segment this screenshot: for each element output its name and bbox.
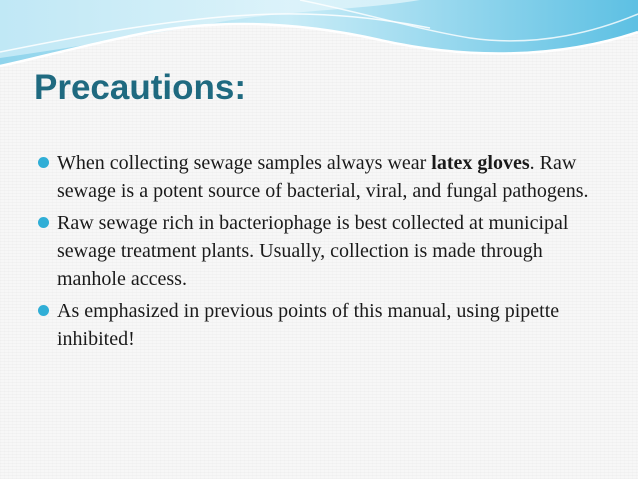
bullet-list xyxy=(36,149,596,357)
bullet-text: As emphasized in previous points of this manual, using pipette inhibited! xyxy=(57,300,560,350)
bullet-item-gloves xyxy=(36,149,596,205)
bullet-dot-icon xyxy=(38,157,49,168)
bullet-item-pipette xyxy=(36,297,596,353)
bullet-text-part: . Raw sewage is a potent source of bacterial, viral, and fungal pathogens. xyxy=(57,152,589,202)
bullet-emphasis: latex gloves xyxy=(431,152,530,174)
bullet-item-collection xyxy=(36,209,596,293)
bullet-text: Raw sewage rich in bacteriophage is best collected at municipal sewage treatment plants. Usually, collection is made through manhole access. xyxy=(57,212,569,290)
bullet-text-part: When collecting sewage samples always wear xyxy=(57,152,432,174)
bullet-dot-icon xyxy=(38,305,49,316)
slide-title: Precautions: xyxy=(34,68,246,107)
bullet-dot-icon xyxy=(38,217,49,228)
